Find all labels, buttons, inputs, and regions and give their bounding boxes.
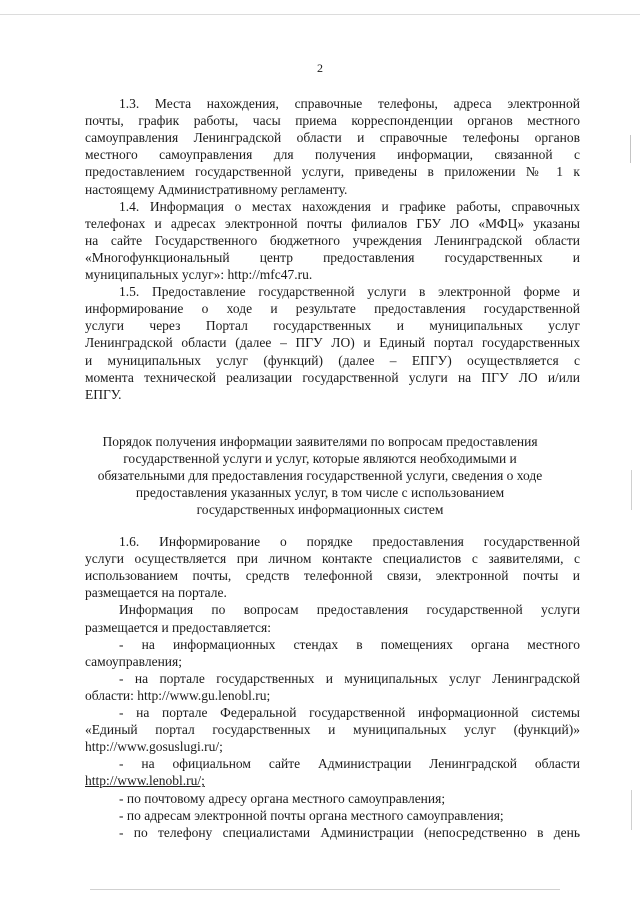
- page-number: 2: [317, 61, 323, 75]
- text-line: 1.4. Информация о местах нахождения и графике работы, справочных: [119, 198, 580, 214]
- heading-line: государственных информационных систем: [196, 502, 444, 518]
- text-line: услуги через Портал государственных и муниципальных услуг: [85, 318, 580, 334]
- scan-artifact-top: [0, 14, 640, 15]
- text-line: Ленинградской области (далее – ПГУ ЛО) и Единый портал государственных: [85, 335, 580, 351]
- text-line: - по почтовому адресу органа местного самоуправления;: [119, 790, 446, 806]
- text-line: 1.6. Информирование о порядке предоставления государственной: [119, 534, 580, 549]
- text-line: http://www.gosuslugi.ru/;: [85, 739, 223, 755]
- text-line: «Многофункциональный центр предоставления государственных и: [85, 249, 580, 265]
- text-line: телефонах и адресах электронной почты филиалов ГБУ ЛО «МФЦ» указаны: [85, 215, 580, 231]
- heading-line: государственной услуги и услуг, которые являются необходимыми и: [123, 451, 517, 467]
- text-line: почты, график работы, часы приема корреспонденции органов местного: [85, 113, 580, 129]
- text-line: услуги осуществляется при личном контакте специалистов с заявителями, с: [85, 551, 580, 567]
- text-line: ЕПГУ.: [85, 386, 122, 402]
- heading-line: предоставления указанных услуг, в том числе с использованием: [135, 485, 505, 501]
- text-line: - на информационных стендах в помещениях органа местного: [119, 636, 580, 652]
- text-line: на сайте Государственного бюджетного учреждения Ленинградской области: [85, 232, 580, 248]
- text-line: - на портале Федеральной государственной информационной системы: [119, 705, 580, 720]
- scan-mark-right-3: [631, 790, 632, 830]
- text-line: http://www.lenobl.ru/;: [85, 773, 205, 789]
- text-line: самоуправления Ленинградской области и справочные телефоны органов: [85, 130, 580, 146]
- text-line: предоставлением государственной услуги, приведены в приложении № 1 к: [85, 164, 580, 180]
- text-line: настоящему Административному регламенту.: [85, 181, 348, 197]
- text-line: размещается на портале.: [85, 585, 227, 601]
- text-line: момента технической реализации государственной услуги на ПГУ ЛО и/или: [85, 369, 580, 385]
- scan-mark-right: [630, 135, 631, 163]
- heading-line: Порядок получения информации заявителями по вопросам предоставления: [102, 434, 538, 449]
- text-line: использованием почты, средств телефонной связи, электронной почты и: [85, 568, 580, 584]
- text-line: - по телефону специалистами Администрации (непосредственно в день: [119, 824, 580, 840]
- text-line: области: http://www.gu.lenobl.ru;: [85, 687, 271, 703]
- text-line: - на официальном сайте Администрации Ленинградской области: [119, 756, 580, 772]
- text-line: «Единый портал государственных и муниципальных услуг (функций)»: [85, 722, 580, 738]
- text-line: 1.5. Предоставление государственной услуги в электронной форме и: [119, 284, 580, 300]
- text-line: 1.3. Места нахождения, справочные телефоны, адреса электронной: [119, 96, 580, 111]
- text-line: самоуправления;: [85, 653, 182, 669]
- scan-artifact-bottom: [90, 889, 560, 890]
- text-line: Информация по вопросам предоставления государственной услуги: [119, 602, 580, 618]
- text-line: - на портале государственных и муниципальных услуг Ленинградской: [119, 670, 580, 686]
- text-line: и муниципальных услуг (функций) (далее – ЕПГУ) осуществляется с: [85, 352, 580, 368]
- heading-line: обязательными для предоставления государственной услуги, сведения о ходе: [97, 468, 543, 484]
- text-line: информирование о ходе и результате предоставления государственной: [85, 301, 580, 317]
- text-line: местного самоуправления для получения информации, связанной с: [85, 147, 580, 163]
- text-line: размещается и предоставляется:: [85, 619, 271, 635]
- text-line: муниципальных услуг»: http://mfc47.ru.: [85, 267, 313, 282]
- text-line: - по адресам электронной почты органа местного самоуправления;: [119, 807, 504, 823]
